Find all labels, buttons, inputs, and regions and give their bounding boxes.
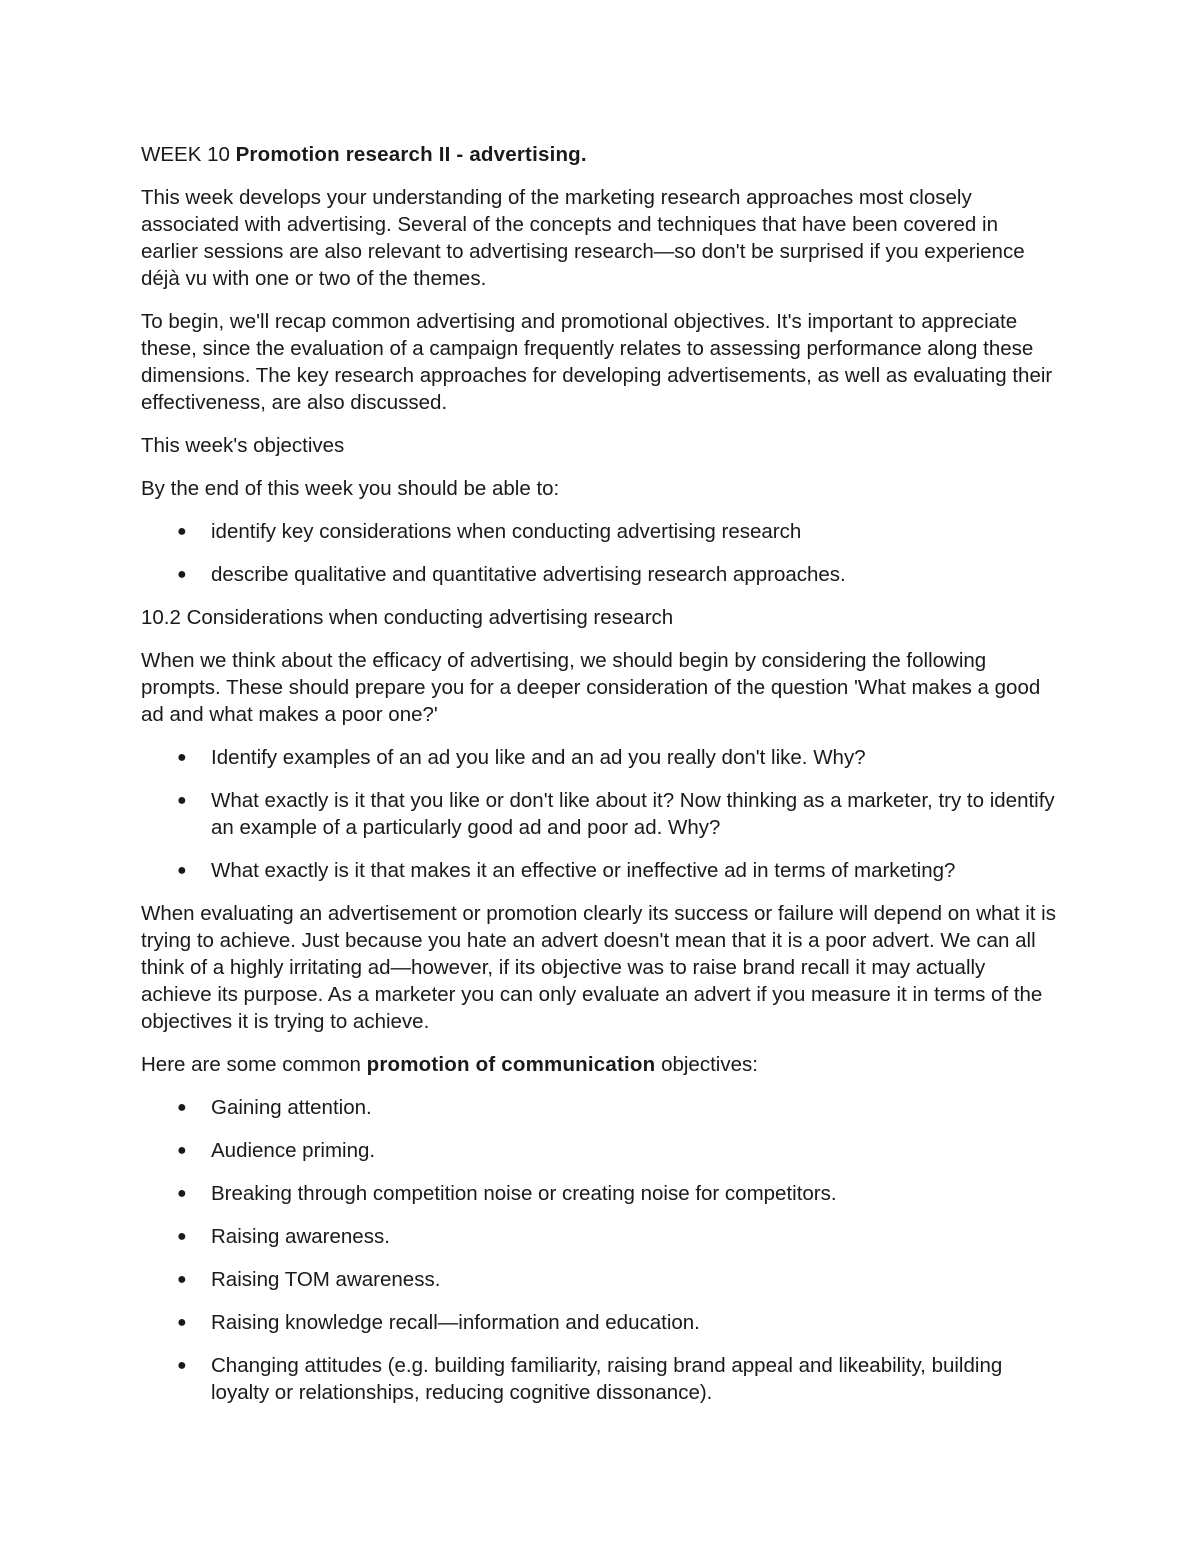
bullet-icon: ● bbox=[177, 1142, 187, 1159]
list-item: ● identify key considerations when conducting advertising research bbox=[177, 520, 802, 543]
common-objectives-list bbox=[141, 1094, 1056, 1406]
bullet-icon: ● bbox=[177, 1099, 187, 1116]
common-objectives-intro: Here are some common promotion of communication objectives: bbox=[141, 1053, 758, 1076]
bullet-icon: ● bbox=[177, 523, 187, 540]
list-item: ● Raising knowledge recall—information and education. bbox=[177, 1311, 700, 1334]
bullet-icon: ● bbox=[177, 1357, 187, 1374]
list-item: ● Breaking through competition noise or creating noise for competitors. bbox=[177, 1182, 837, 1205]
list-item: ● Gaining attention. bbox=[177, 1096, 372, 1119]
bullet-icon: ● bbox=[177, 792, 187, 809]
list-item: ● Audience priming. bbox=[177, 1139, 376, 1162]
bullet-icon: ● bbox=[177, 1185, 187, 1202]
list-item: ● What exactly is it that makes it an effective or ineffective ad in terms of marketing? bbox=[177, 859, 956, 882]
bullet-icon: ● bbox=[177, 1228, 187, 1245]
objectives-intro: By the end of this week you should be able to: bbox=[141, 477, 560, 500]
bullet-icon: ● bbox=[177, 862, 187, 879]
objectives-heading: This week's objectives bbox=[141, 434, 345, 457]
heading-prefix: WEEK 10 bbox=[141, 143, 236, 166]
prompts-list bbox=[141, 744, 1056, 884]
page-heading bbox=[141, 141, 1056, 168]
list-item: ● Changing attitudes (e.g. building familiarity, raising brand appeal and likeability, building loyalty or relationships, reducing cognitive dissonance). bbox=[177, 1354, 1003, 1404]
list-item: ● Raising TOM awareness. bbox=[177, 1268, 441, 1291]
intro-paragraph-2: To begin, we'll recap common advertising and promotional objectives. It's important to appreciate these, since the evaluation of a campaign frequently relates to assessing performance along these dimensions. The key research approaches for developing advertisements, as well as evaluating their effectiveness, are also discussed. bbox=[141, 310, 1053, 414]
list-item: ● Identify examples of an ad you like and an ad you really don't like. Why? bbox=[177, 746, 866, 769]
document-page bbox=[141, 141, 1056, 1422]
bullet-icon: ● bbox=[177, 566, 187, 583]
heading-title: Promotion research II - advertising. bbox=[235, 143, 587, 166]
list-item: ● Raising awareness. bbox=[177, 1225, 390, 1248]
section-10-2-paragraph-1: When we think about the efficacy of advertising, we should begin by considering the following prompts. These should prepare you for a deeper consideration of the question 'What makes a good ad and what makes a poor one?' bbox=[141, 649, 1041, 726]
intro-paragraph-1: This week develops your understanding of the marketing research approaches most closely associated with advertising. Several of the concepts and techniques that have been covered in earlier sessions are also relevant to advertising research—so don't be surprised if you experience déjà vu with one or two of the themes. bbox=[141, 186, 1025, 290]
section-heading-10-2: 10.2 Considerations when conducting advertising research bbox=[141, 606, 674, 629]
list-item: ● describe qualitative and quantitative advertising research approaches. bbox=[177, 563, 846, 586]
bullet-icon: ● bbox=[177, 1314, 187, 1331]
bullet-icon: ● bbox=[177, 1271, 187, 1288]
objectives-list bbox=[141, 518, 1056, 588]
bold-term: promotion of communication bbox=[366, 1053, 656, 1076]
section-10-2-paragraph-2: When evaluating an advertisement or promotion clearly its success or failure will depend on what it is trying to achieve. Just because you hate an advert doesn't mean that it is a poor advert. We can all think of a highly irritating ad—however, if its objective was to raise brand recall it may actually achieve its purpose. As a marketer you can only evaluate an advert if you measure it in terms of the objectives it is trying to achieve. bbox=[141, 902, 1056, 1033]
list-item: ● What exactly is it that you like or don't like about it? Now thinking as a marketer, try to identify an example of a particularly good ad and poor ad. Why? bbox=[177, 789, 1055, 839]
bullet-icon: ● bbox=[177, 749, 187, 766]
